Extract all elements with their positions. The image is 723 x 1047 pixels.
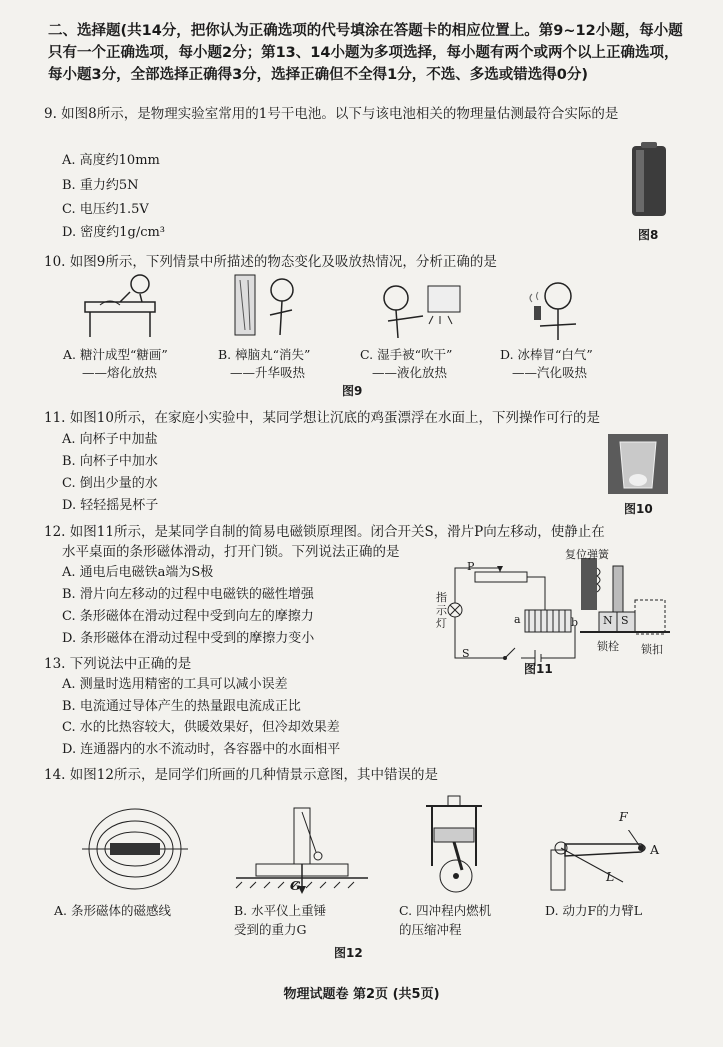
figure-12-caption: 图12	[334, 946, 363, 960]
q13-option-c: C. 水的比热容较大，供暖效果好，但冷却效果差	[62, 720, 340, 735]
bar-magnet-field-lines-diagram	[80, 806, 190, 892]
q9-option-d: D. 密度约1g/cm³	[62, 225, 166, 240]
mothball-illustration	[230, 270, 310, 342]
label-gravity-g: G	[290, 878, 301, 893]
q11-option-a: A. 向杯子中加盐	[62, 432, 158, 447]
question-9-stem: 9. 如图8所示，是物理实验室常用的1号干电池。以下与该电池相关的物理量估测最符合实际的是	[44, 106, 619, 122]
level-plumb-weight-diagram	[232, 804, 372, 896]
question-11-stem: 11. 如图10所示，在家庭小实验中，某同学想让沉底的鸡蛋漂浮在水面上，下列操作可行的是	[44, 410, 600, 426]
q14-option-c-line2: 的压缩冲程	[399, 922, 462, 937]
label-buckle: 锁扣	[641, 643, 663, 656]
label-reset-spring: 复位弹簧	[565, 548, 609, 561]
q10-option-b-line1: B. 樟脑丸“消失”	[218, 347, 311, 362]
q11-option-b: B. 向杯子中加水	[62, 454, 158, 469]
figure-10-caption: 图10	[624, 502, 653, 516]
label-coil-b: b	[571, 616, 579, 629]
question-14-stem: 14. 如图12所示，是同学们所画的几种情景示意图，其中错误的是	[44, 767, 438, 783]
q12-option-c: C. 条形磁体在滑动过程中受到向左的摩擦力	[62, 609, 314, 624]
label-slider-p: P	[467, 560, 475, 573]
q10-option-a-line1: A. 糖汁成型“糖画”	[63, 347, 168, 362]
figure-11-caption: 图11	[524, 662, 553, 676]
q10-option-a-line2: ——熔化放热	[82, 365, 158, 380]
q9-option-c: C. 电压约1.5V	[62, 202, 149, 217]
question-13-stem: 13. 下列说法中正确的是	[44, 656, 192, 672]
section-heading: 二、选择题(共14分，把你认为正确选项的代号填涂在答题卡的相应位置上。第9~12小题，每小题只有一个正确选项，每小题2分；第13、14小题为多项选择，每小题有两个或两个以上正确选项，每小题3分，全部选择正确得3分，选择正确但不全得1分，不选、多选或错选得0分)	[48, 23, 683, 83]
q14-option-c-line1: C. 四冲程内燃机	[399, 903, 492, 918]
q10-option-b-line2: ——升华吸热	[230, 365, 306, 380]
egg-cup-photo	[606, 432, 670, 496]
q12-option-d: D. 条形磁体在滑动过程中受到的摩擦力变小	[62, 631, 315, 646]
question-10-stem: 10. 如图9所示，下列情景中所描述的物态变化及吸放热情况，分析正确的是	[44, 254, 497, 270]
q9-option-b: B. 重力约5N	[62, 178, 139, 193]
q10-option-c-line1: C. 湿手被“吹干”	[360, 347, 453, 362]
q12-option-a: A. 通电后电磁铁a端为S极	[62, 565, 214, 580]
q10-option-d-line1: D. 冰棒冒“白气”	[500, 347, 593, 362]
label-magnet-s: S	[621, 614, 629, 627]
question-12-stem-line1: 12. 如图11所示，是某同学自制的简易电磁锁原理图。闭合开关S，滑片P向左移动，使静止在	[44, 524, 605, 540]
q14-option-d-line1: D. 动力F的力臂L	[545, 903, 642, 918]
battery-photo	[626, 142, 674, 220]
q12-option-b: B. 滑片向左移动的过程中电磁铁的磁性增强	[62, 587, 314, 602]
q14-option-b-line1: B. 水平仪上重锤	[234, 903, 327, 918]
label-magnet-n: N	[603, 614, 613, 627]
q10-option-d-line2: ——汽化吸热	[512, 365, 588, 380]
q13-option-a: A. 测量时选用精密的工具可以减小误差	[62, 677, 288, 692]
page-footer: 物理试题卷 第2页 (共5页)	[283, 987, 440, 1002]
engine-compression-stroke-diagram	[418, 794, 490, 898]
q13-option-b: B. 电流通过导体产生的热量跟电流成正比	[62, 699, 301, 714]
question-12-stem-line2: 水平桌面的条形磁体滑动，打开门锁。下列说法正确的是	[62, 544, 400, 560]
label-force-f: F	[619, 809, 628, 824]
figure-8-caption: 图8	[638, 228, 659, 242]
label-coil-a: a	[514, 613, 521, 626]
label-indicator-lamp: 指示灯	[436, 591, 447, 630]
ice-pop-illustration	[520, 276, 590, 342]
hand-dryer-illustration	[368, 276, 468, 342]
q10-option-c-line2: ——液化放热	[372, 365, 448, 380]
label-point-a: A	[650, 842, 660, 857]
q13-option-d: D. 连通器内的水不流动时，各容器中的水面相平	[62, 742, 341, 757]
label-arm-l: L	[606, 869, 615, 884]
q9-option-a: A. 高度约10mm	[62, 153, 160, 168]
label-bolt: 锁栓	[597, 640, 619, 653]
figure-9-caption: 图9	[342, 384, 363, 398]
q11-option-c: C. 倒出少量的水	[62, 476, 158, 491]
sugar-painting-illustration	[70, 272, 170, 342]
q14-option-b-line2: 受到的重力G	[234, 922, 307, 937]
label-switch-s: S	[462, 647, 470, 660]
q11-option-d: D. 轻轻摇晃杯子	[62, 498, 159, 513]
q14-option-a-line1: A. 条形磁体的磁感线	[54, 903, 171, 918]
